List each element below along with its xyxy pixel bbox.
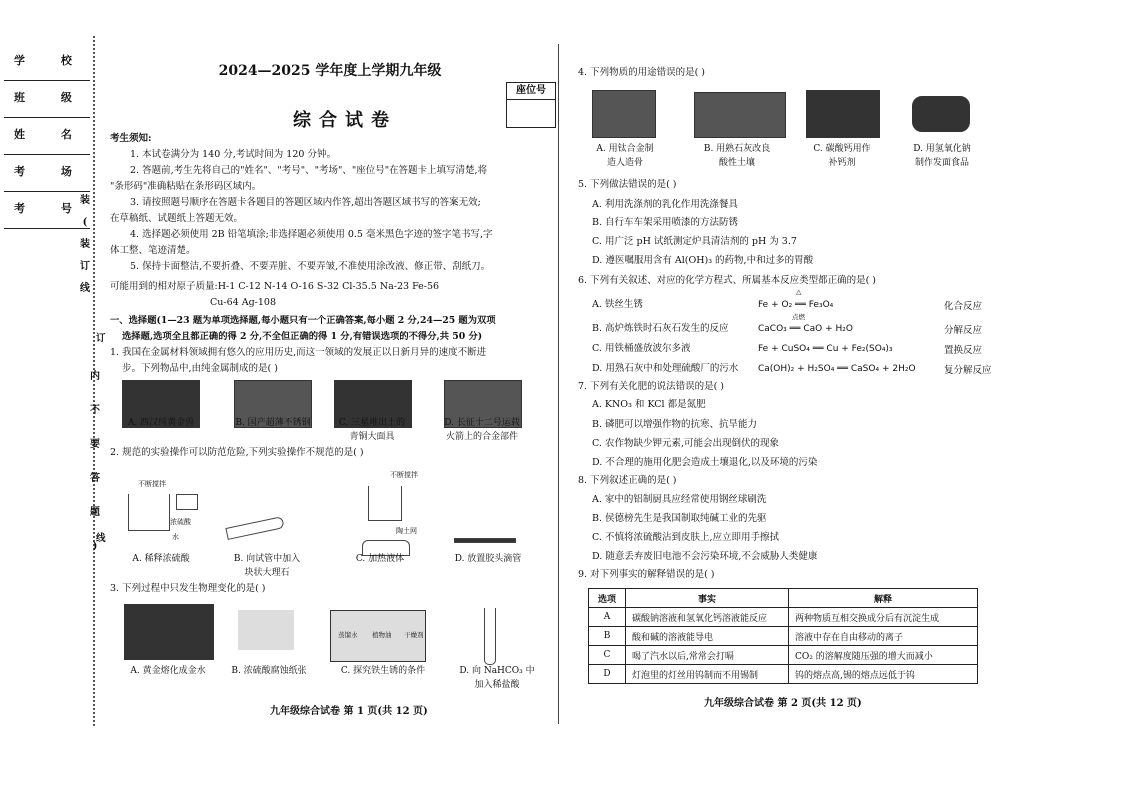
q2-label: 陶土网	[396, 527, 417, 535]
q5-option-b[interactable]: B. 自行车车架采用喷漆的方法防锈	[592, 217, 739, 228]
notice-item: 3. 请按照题号顺序在答题卡各题目的答题区域内作答,超出答题区域书写的答案无效;	[130, 197, 481, 208]
q1-stem: 步。下列物品中,由纯金属制成的是( )	[122, 363, 278, 374]
q7-option-a[interactable]: A. KNO₃ 和 KCl 都是氮肥	[592, 399, 706, 410]
q2-label: 不断搅拌	[138, 480, 166, 488]
name-field[interactable]: 姓 名	[4, 118, 90, 155]
notice-item: 4. 选择题必须使用 2B 铅笔填涂;非选择题必须使用 0.5 毫米黑色字迹的签字笔书写,字	[130, 229, 493, 240]
notice-item: "条形码"准确粘贴在条形码区域内。	[110, 181, 262, 192]
q2-image-a-beaker	[128, 494, 170, 531]
q1-option-d[interactable]: D. 长征十二号运载 火箭上的合金部件	[444, 418, 520, 442]
q4-image-a	[592, 90, 656, 138]
q7-option-c[interactable]: C. 农作物缺少钾元素,可能会出现倒伏的现象	[592, 438, 779, 449]
q7-option-b[interactable]: B. 磷肥可以增强作物的抗寒、抗旱能力	[592, 419, 758, 430]
q2-label: 不断搅拌	[390, 471, 418, 479]
footer-right: 九年级综合试卷 第 2 页(共 12 页)	[704, 698, 862, 709]
q6-option-d[interactable]: D. 用熟石灰中和处理硫酸厂的污水	[592, 363, 739, 374]
section-heading: 选择题,选项全且都正确的得 2 分,不全但正确的得 1 分,有错误选项的不得分,共 50 分)	[122, 331, 483, 342]
q2-option-d[interactable]: D. 放置胶头滴管	[454, 554, 522, 564]
q2-label: 水	[172, 533, 179, 541]
binding-mark-ding: 订	[96, 333, 106, 344]
atomic-mass-line: 可能用到的相对原子质量:H-1 C-12 N-14 O-16 S-32 Cl-35.5 Na-23 Fe-56	[110, 281, 440, 292]
q2-stem: 2. 规范的实验操作可以防范危险,下列实验操作不规范的是( )	[110, 447, 364, 458]
q6-option-c[interactable]: C. 用铁桶盛放波尔多液	[592, 343, 691, 354]
q6-equation-b: CaCO₃ ══ CaO + H₂O	[758, 324, 853, 334]
q4-option-b[interactable]: B. 用熟石灰改良 酸性土壤	[703, 144, 771, 168]
school-field[interactable]: 学 校	[4, 44, 90, 81]
q1-option-b[interactable]: B. 国产超薄不锈钢	[235, 418, 311, 428]
q2-option-a[interactable]: A. 稀释浓硫酸	[132, 554, 190, 564]
q1-option-a[interactable]: A. 西汉纯黄金兽	[127, 418, 195, 428]
class-field[interactable]: 班 级	[4, 81, 90, 118]
q2-option-b[interactable]: B. 向试管中加入 块状大理石	[233, 554, 301, 578]
notice-item: 在草稿纸、试题纸上答题无效。	[110, 213, 244, 224]
table-header: 事实	[626, 589, 789, 608]
table-row[interactable]: D 灯泡里的灯丝用钨制而不用锡制 钨的熔点高,锡的熔点远低于钨	[589, 665, 978, 684]
q5-stem: 5. 下列做法错误的是( )	[578, 179, 677, 190]
q6-option-b[interactable]: B. 高炉炼铁时石灰石发生的反应	[592, 323, 729, 334]
q9-stem: 9. 对下列事实的解释错误的是( )	[578, 569, 715, 580]
q3-label: 干燥剂	[404, 631, 424, 639]
q2-image-a-bottle	[176, 494, 198, 510]
q3-image-b	[238, 610, 294, 650]
table-header: 解释	[789, 589, 978, 608]
seat-number-label: 座位号	[507, 83, 555, 100]
footer-left: 九年级综合试卷 第 1 页(共 12 页)	[270, 706, 428, 717]
q6-type-a: 化合反应	[944, 301, 983, 312]
q6-option-a[interactable]: A. 铁丝生锈	[592, 299, 643, 310]
q2-image-d-dropper	[454, 538, 516, 543]
q6-stem: 6. 下列有关叙述、对应的化学方程式、所属基本反应类型都正确的是( )	[578, 275, 877, 286]
q6-type-c: 置换反应	[944, 345, 983, 356]
table-row[interactable]: C 喝了汽水以后,常常会打嗝 CO₂ 的溶解度随压强的增大而减小	[589, 646, 978, 665]
exam-title: 2024—2025 学年度上学期九年级	[218, 63, 442, 79]
q8-option-d[interactable]: D. 随意丢弃废旧电池不会污染环境,不会威胁人类健康	[592, 551, 818, 562]
q4-stem: 4. 下列物质的用途错误的是( )	[578, 67, 706, 78]
q6-type-d: 复分解反应	[944, 365, 992, 376]
q2-option-c[interactable]: C. 加热液体	[355, 554, 405, 564]
q8-stem: 8. 下列叙述正确的是( )	[578, 475, 677, 486]
section-heading: 一、选择题(1—23 题为单项选择题,每小题只有一个正确答案,每小题 2 分,24—25 题为双项	[110, 315, 496, 326]
q4-option-d[interactable]: D. 用氢氧化钠 制作发面食品	[913, 144, 971, 168]
q3-option-a[interactable]: A. 黄金熔化成金水	[130, 666, 206, 676]
q3-option-c[interactable]: C. 探究铁生锈的条件	[340, 666, 426, 676]
q6-equation-a: Fe + O₂ ══ Fe₃O₄	[758, 300, 834, 310]
q4-image-b	[694, 92, 786, 138]
exam-subtitle: 综合试卷	[293, 110, 397, 131]
q8-option-a[interactable]: A. 家中的铝制厨具应经常使用钢丝球刷洗	[592, 494, 767, 505]
table-header-row	[589, 589, 978, 608]
q1-stem: 1. 我国在金属材料领域拥有悠久的应用历史,而这一领域的发展正以日新月异的速度不断进	[110, 347, 487, 358]
q4-option-a[interactable]: A. 用钛合金制 造人造骨	[596, 144, 654, 168]
q3-image-a	[124, 604, 214, 660]
exam-number-field[interactable]: 考 号	[4, 192, 90, 229]
binding-vertical-text: 装 ( 装 订 线	[80, 195, 90, 294]
q5-option-d[interactable]: D. 遵医嘱服用含有 Al(OH)₃ 的药物,中和过多的胃酸	[592, 255, 814, 266]
exam-room-field[interactable]: 考 场	[4, 155, 90, 192]
q2-image-c-beaker	[368, 486, 402, 521]
q5-option-a[interactable]: A. 利用洗涤剂的乳化作用洗涤餐具	[592, 199, 738, 210]
table-header: 选项	[589, 589, 626, 608]
notice-item: 1. 本试卷满分为 140 分,考试时间为 120 分钟。	[130, 149, 336, 160]
atomic-mass-line: Cu-64 Ag-108	[210, 297, 276, 308]
page-divider	[558, 44, 559, 724]
q8-option-b[interactable]: B. 侯德榜先生是我国制取纯碱工业的先驱	[592, 513, 767, 524]
notice-item: 5. 保持卡面整洁,不要折叠、不要弄脏、不要弄皱,不准使用涂改液、修正带、刮纸刀。	[130, 261, 491, 272]
q6-equation-c: Fe + CuSO₄ ══ Cu + Fe₂(SO₄)₃	[758, 344, 893, 354]
q6-equation-d: Ca(OH)₂ + H₂SO₄ ══ CaSO₄ + 2H₂O	[758, 364, 916, 374]
q6-type-b: 分解反应	[944, 325, 983, 336]
q3-stem: 3. 下列过程中只发生物理变化的是( )	[110, 583, 266, 594]
q3-option-b[interactable]: B. 浓硫酸腐蚀纸张	[231, 666, 307, 676]
q3-label: 植物油	[372, 631, 392, 639]
notice-heading: 考生须知:	[110, 133, 152, 144]
binding-vertical-text-2: 内 不 要 答 题 )	[90, 371, 100, 552]
q7-stem: 7. 下列有关化肥的说法错误的是( )	[578, 381, 725, 392]
q6-condition-a: △	[796, 288, 802, 296]
q5-option-c[interactable]: C. 用广泛 pH 试纸测定炉具清洁剂的 pH 为 3.7	[592, 236, 797, 247]
q6-condition-b: 点燃	[792, 313, 805, 321]
q1-option-c[interactable]: C. 三星堆出土的 青铜大面具	[338, 418, 406, 442]
q3-label: 蒸馏水	[338, 631, 358, 639]
notice-item: 2. 答题前,考生先将自己的"姓名"、"考号"、"考场"、"座位号"在答题卡上填写清楚,将	[130, 165, 488, 176]
q9-table	[588, 588, 978, 684]
table-row[interactable]: B 酸和碱的溶液能导电 溶液中存在自由移动的离子	[589, 627, 978, 646]
q3-image-d-test-tube	[484, 608, 496, 665]
binding-mark-xian: 线	[96, 533, 106, 544]
q4-image-d	[912, 96, 970, 132]
q2-image-b-test-tube	[225, 516, 284, 540]
seat-number-box[interactable]	[506, 82, 556, 128]
q4-image-c	[806, 90, 880, 138]
q7-option-d[interactable]: D. 不合理的施用化肥会造成土壤退化,以及环境的污染	[592, 457, 818, 468]
q2-label: 浓硫酸	[170, 518, 191, 526]
notice-item: 体工整、笔迹清楚。	[110, 245, 196, 256]
q8-option-c[interactable]: C. 不慎将浓硫酸沾到皮肤上,应立即用手擦拭	[592, 532, 779, 543]
table-row[interactable]: A 碳酸钠溶液和氢氧化钙溶液能反应 两种物质互相交换成分后有沉淀生成	[589, 608, 978, 627]
q3-option-d[interactable]: D. 向 NaHCO₃ 中 加入稀盐酸	[459, 666, 535, 690]
q4-option-c[interactable]: C. 碳酸钙用作 补钙剂	[813, 144, 871, 168]
